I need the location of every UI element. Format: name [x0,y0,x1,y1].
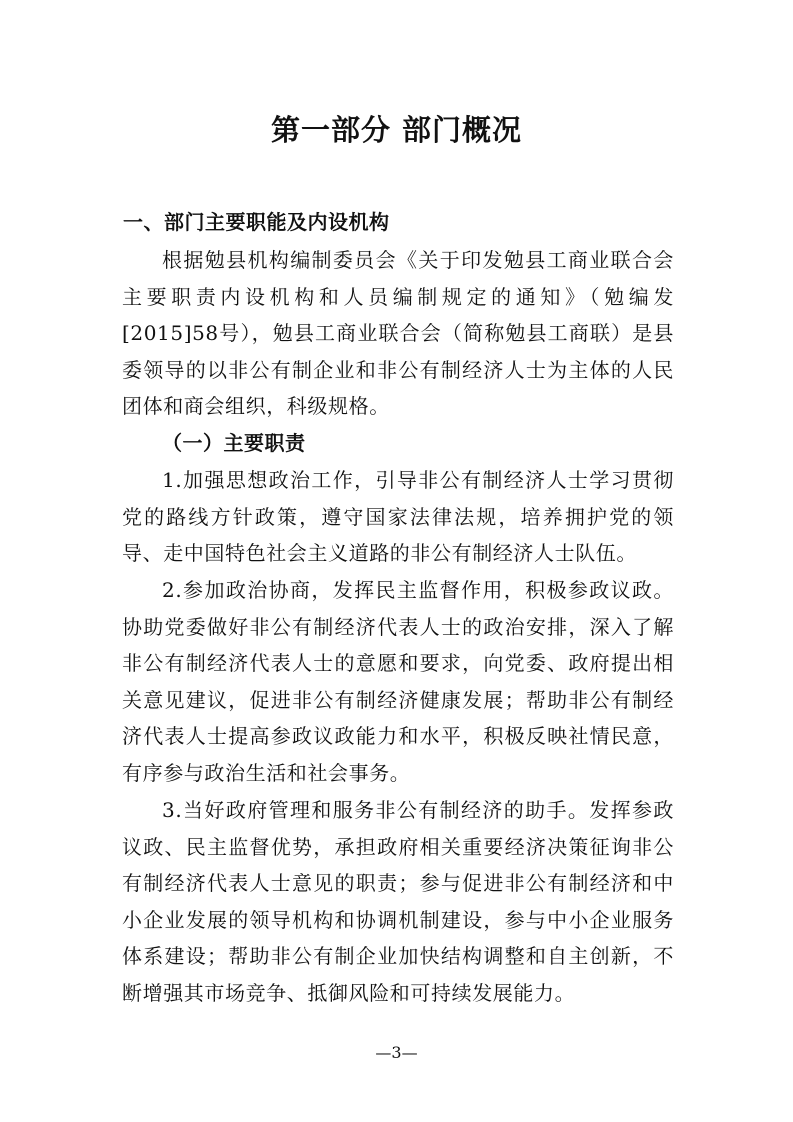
intro-paragraph: 根据勉县机构编制委员会《关于印发勉县工商业联合会主要职责内设机构和人员编制规定的通知》（勉编发[2015]58号），勉县工商业联合会（简称勉县工商联）是县委领导的以非公有制企业和非公有制经济人士为主体的人民团体和商会组织，科级规格。 [122,248,674,419]
subheading-main-duties: （一）主要职责 [162,431,306,455]
page-number: —3— [375,1043,418,1062]
duty-item-2: 2.参加政治协商，发挥民主监督作用，积极参政议政。协助党委做好非公有制经济代表人士的政治安排，深入了解非公有制经济代表人士的意愿和要求，向党委、政府提出相关意见建议，促进非公有制经济健康发展；帮助非公有制经济代表人士提高参政议政能力和水平，积极反映社情民意，有序参与政治生活和社会事务。 [122,578,674,785]
section-heading: 一、部门主要职能及内设机构 [123,210,390,234]
duty-item-1: 1.加强思想政治工作，引导非公有制经济人士学习贯彻党的路线方针政策，遵守国家法律法规，培养拥护党的领导、走中国特色社会主义道路的非公有制经济人士队伍。 [122,468,674,566]
page-title: 第一部分 部门概况 [270,113,523,147]
duty-item-3: 3.当好政府管理和服务非公有制经济的助手。发挥参政议政、民主监督优势，承担政府相关重要经济决策征询非公有制经济代表人士意见的职责；参与促进非公有制经济和中小企业发展的领导机构和协调机制建设，参与中小企业服务体系建设；帮助非公有制企业加快结构调整和自主创新，不断增强其市场竞争、抵御风险和可持续发展能力。 [122,798,674,1005]
